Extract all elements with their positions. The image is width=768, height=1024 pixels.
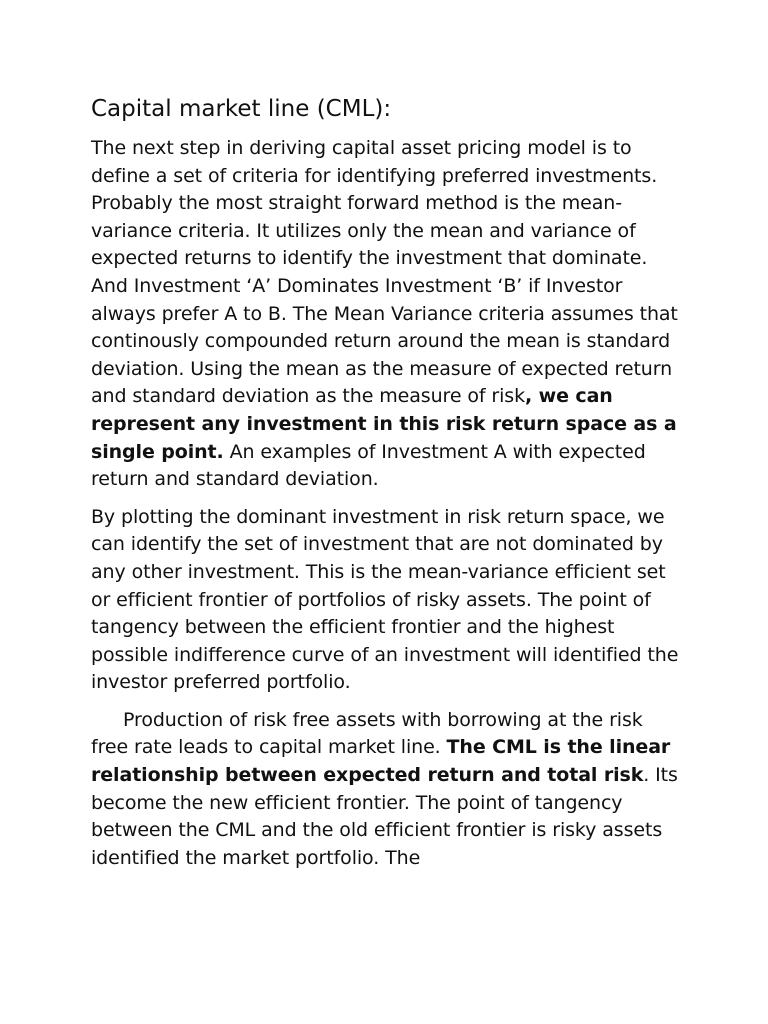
page-title: Capital market line (CML): xyxy=(91,96,392,122)
paragraph-3-bold-1: The CML is the linear relationship between expected return and total risk xyxy=(91,736,671,787)
paragraph-3-text-1: Production of risk free assets with borrowing at the risk free rate leads to capital market line. xyxy=(91,708,643,759)
paragraph-3 xyxy=(91,707,683,873)
paragraph-1-text-1: The next step in deriving capital asset pricing model is to define a set of criteria for identifying preferred investments. Probably the most straight forward method is the mean-variance criteria. It utilizes only the mean and variance of expected returns to identify the investment that dominate. And Investment ‘A’ Dominates Investment ‘B’ if Investor always prefer A to B. The Mean Variance criteria assumes that continously compounded return around the mean is standard deviation. Using the mean as the measure of expected return and standard deviation as the measure of risk xyxy=(91,137,678,408)
paragraph-1 xyxy=(91,135,683,494)
paragraph-2-text-1: By plotting the dominant investment in risk return space, we can identify the set of investment that are not dominated by any other investment. This is the mean-variance efficient set or efficient frontier of portfolios of risky assets. The point of tangency between the efficient frontier and the highest possible indifference curve of an investment will identified the investor preferred portfolio. xyxy=(91,505,679,694)
document-page xyxy=(91,92,683,882)
paragraph-3-text-2: . Its become the new efficient frontier. The point of tangency between the CML and the old efficient frontier is risky assets identified the market portfolio. The xyxy=(91,764,678,869)
paragraph-1-text-2: An examples of Investment A with expected return and standard deviation. xyxy=(91,440,646,491)
paragraph-1-bold-1: , we can represent any investment in this risk return space as a single point. xyxy=(91,385,677,463)
paragraph-2 xyxy=(91,504,683,697)
